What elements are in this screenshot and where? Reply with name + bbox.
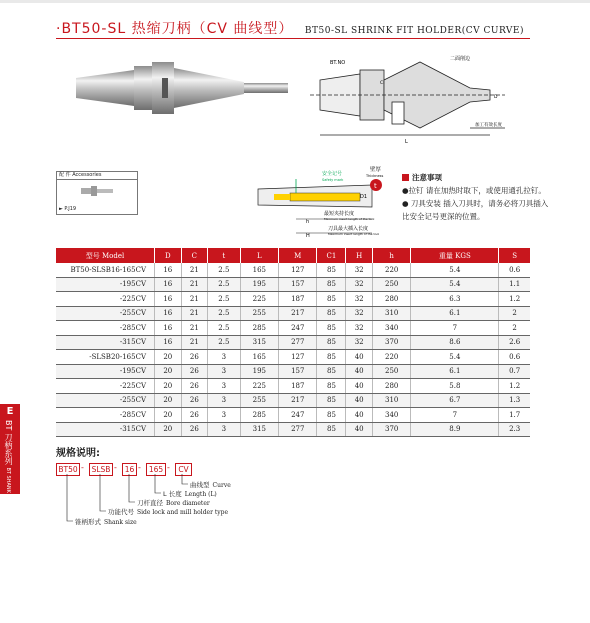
table-header-cell: 型号 Model xyxy=(56,248,155,263)
table-cell: 220 xyxy=(372,263,410,277)
table-cell: 370 xyxy=(372,422,410,437)
table-cell: 85 xyxy=(317,277,346,292)
table-row xyxy=(56,335,530,350)
table-cell: 85 xyxy=(317,393,346,408)
table-row xyxy=(56,393,530,408)
safety-mark-cn: 安全记号 xyxy=(322,171,343,177)
model-cell: -315CV xyxy=(56,335,155,350)
table-cell: 127 xyxy=(279,263,317,277)
note-tool-install: ● 刀具安装 插入刀具时，请务必将刀具插入比安全记号更深的位置。 xyxy=(402,199,549,221)
table-cell: 20 xyxy=(155,393,182,408)
l-label: L xyxy=(405,139,408,145)
table-cell: 20 xyxy=(155,408,182,423)
table-cell: 285 xyxy=(240,408,278,423)
table-cell: 250 xyxy=(372,277,410,292)
table-header-cell: M xyxy=(279,248,317,263)
model-cell: -255CV xyxy=(56,393,155,408)
table-cell: 310 xyxy=(372,306,410,321)
table-cell: 21 xyxy=(181,263,208,277)
spec-label-bore: 刀杆直径 Bore diameter xyxy=(137,499,210,507)
table-header-cell: h xyxy=(372,248,410,263)
table-cell: 127 xyxy=(279,350,317,365)
leader-curve xyxy=(182,474,188,484)
nose xyxy=(244,83,288,93)
drive-slot xyxy=(162,78,168,98)
model-cell: -315CV xyxy=(56,422,155,437)
accessories-page-ref[interactable]: ► P.J19 xyxy=(59,206,77,212)
model-cell: -285CV xyxy=(56,321,155,336)
side-tab-text: BT 刀柄系列 BT SHANK SYSTEMS xyxy=(4,420,13,518)
table-cell: 32 xyxy=(346,263,373,277)
table-cell: 187 xyxy=(279,379,317,394)
table-cell: 340 xyxy=(372,321,410,336)
table-row xyxy=(56,263,530,277)
table-cell: 26 xyxy=(181,393,208,408)
table-body xyxy=(56,263,530,437)
table-cell: 1.3 xyxy=(499,393,530,408)
flange xyxy=(134,66,152,110)
table-header-cell: D xyxy=(155,248,182,263)
table-cell: 5.4 xyxy=(411,263,499,277)
table-cell: 247 xyxy=(279,408,317,423)
table-row xyxy=(56,306,530,321)
min-clamp-cn: 最短夹持长度 xyxy=(324,211,355,217)
spec-label-shank: 锥柄形式 Shank size xyxy=(75,518,137,526)
table-cell: 21 xyxy=(181,292,208,307)
table-cell: 40 xyxy=(346,408,373,423)
table-cell: 40 xyxy=(346,350,373,365)
table-cell: 6.1 xyxy=(411,306,499,321)
table-cell: 85 xyxy=(317,263,346,277)
tool-tip xyxy=(274,194,290,200)
table-cell: 315 xyxy=(240,335,278,350)
page-title xyxy=(56,18,524,38)
max-insert-cn: 刀具最大插入长度 xyxy=(328,226,369,232)
spec-label-function: 功能代号 Side lock and mill holder type xyxy=(108,508,229,516)
table-cell: 85 xyxy=(317,306,346,321)
accessories-header: 配 件 Accessories xyxy=(57,172,137,180)
model-cell: -225CV xyxy=(56,379,155,394)
table-cell: 165 xyxy=(240,263,278,277)
table-cell: 5.4 xyxy=(411,277,499,292)
side-tab xyxy=(0,404,20,518)
table-cell: 247 xyxy=(279,321,317,336)
table-cell: 280 xyxy=(372,379,410,394)
shrink-body xyxy=(174,68,244,108)
table-cell: 225 xyxy=(240,292,278,307)
table-cell: 85 xyxy=(317,292,346,307)
table-cell: 16 xyxy=(155,335,182,350)
table-cell: 3 xyxy=(208,350,240,365)
table-cell: 85 xyxy=(317,364,346,379)
table-cell: 85 xyxy=(317,335,346,350)
technical-drawing xyxy=(300,50,530,145)
table-row xyxy=(56,350,530,365)
table-row xyxy=(56,408,530,423)
table-cell: 16 xyxy=(155,263,182,277)
table-cell: 20 xyxy=(155,350,182,365)
model-cell: -225CV xyxy=(56,292,155,307)
table-cell: 21 xyxy=(181,306,208,321)
top-border xyxy=(0,0,590,3)
code-sep-3: - xyxy=(138,463,141,472)
model-cell: -SLSB20-165CV xyxy=(56,350,155,365)
safety-mark-en: Safety mark xyxy=(322,178,344,182)
table-cell: 32 xyxy=(346,335,373,350)
table-header-cell: S xyxy=(499,248,530,263)
table-cell: 277 xyxy=(279,422,317,437)
d-label: D xyxy=(494,95,498,100)
min-clamp-en: Minimum insert length of the tool xyxy=(324,217,375,221)
code-165: 165 xyxy=(146,463,166,476)
table-cell: 310 xyxy=(372,393,410,408)
table-cell: 1.1 xyxy=(499,277,530,292)
table-cell: 20 xyxy=(155,364,182,379)
wall-cn: 壁厚 xyxy=(370,167,382,173)
h-big-label: H xyxy=(306,233,310,239)
table-cell: 285 xyxy=(240,321,278,336)
table-cell: 26 xyxy=(181,422,208,437)
title-rule xyxy=(56,38,530,39)
table-cell: 195 xyxy=(240,277,278,292)
table-cell: 2.3 xyxy=(499,422,530,437)
model-cell: -195CV xyxy=(56,277,155,292)
note-pull-stud: ●拉钉 请在加热时取下，或使用通孔拉钉。 xyxy=(402,186,546,195)
table-cell: 2.5 xyxy=(208,335,240,350)
table-header-cell: C xyxy=(181,248,208,263)
code-sep-2: - xyxy=(114,463,117,472)
table-cell: 225 xyxy=(240,379,278,394)
page-title-en: BT50-SL SHRINK FIT HOLDER(CV CURVE) xyxy=(304,26,524,36)
table-cell: 1.2 xyxy=(499,292,530,307)
table-cell: 1.7 xyxy=(499,408,530,423)
table-row xyxy=(56,292,530,307)
code-sep-4: - xyxy=(167,463,170,472)
table-cell: 3 xyxy=(208,422,240,437)
table-cell: 85 xyxy=(317,350,346,365)
table-cell: 40 xyxy=(346,379,373,394)
side-tab-letter: E xyxy=(6,406,14,417)
table-cell: 340 xyxy=(372,408,410,423)
table-cell: 370 xyxy=(372,335,410,350)
table-cell: 2.5 xyxy=(208,277,240,292)
table-cell: 6.1 xyxy=(411,364,499,379)
table-cell: 2.5 xyxy=(208,321,240,336)
table-cell: 0.6 xyxy=(499,350,530,365)
table-cell: 2 xyxy=(499,306,530,321)
table-cell: 32 xyxy=(346,321,373,336)
table-cell: 32 xyxy=(346,277,373,292)
table-header-cell: L xyxy=(240,248,278,263)
t-label: t xyxy=(374,182,377,190)
table-cell: 3 xyxy=(208,379,240,394)
table-row xyxy=(56,422,530,437)
table-cell: 16 xyxy=(155,306,182,321)
table-cell: 3 xyxy=(208,408,240,423)
model-cell: BT50-SLSB16-165CV xyxy=(56,263,155,277)
table-cell: 6.3 xyxy=(411,292,499,307)
table-cell: 21 xyxy=(181,321,208,336)
table-cell: 220 xyxy=(372,350,410,365)
leader-shank xyxy=(67,474,73,521)
table-cell: 20 xyxy=(155,422,182,437)
table-cell: 85 xyxy=(317,379,346,394)
table-cell: 3 xyxy=(208,364,240,379)
table-cell: 250 xyxy=(372,364,410,379)
table-row xyxy=(56,379,530,394)
table-header-cell: C1 xyxy=(317,248,346,263)
model-cell: -285CV xyxy=(56,408,155,423)
accessories-box xyxy=(56,171,138,215)
table-cell: 157 xyxy=(279,364,317,379)
table-cell: 315 xyxy=(240,422,278,437)
wall-en: Thickness xyxy=(366,174,384,178)
spec-label-length: L 长度 Length (L) xyxy=(163,490,217,498)
tool-shank xyxy=(290,193,360,201)
leader-length xyxy=(155,474,161,493)
d1-label: D1 xyxy=(360,194,368,200)
table-cell: 85 xyxy=(317,321,346,336)
table-cell: 8.6 xyxy=(411,335,499,350)
table-cell: 195 xyxy=(240,364,278,379)
table-cell: 217 xyxy=(279,393,317,408)
table-cell: 255 xyxy=(240,306,278,321)
table-cell: 2.5 xyxy=(208,263,240,277)
table-cell: 255 xyxy=(240,393,278,408)
bt-no-label: BT.NO xyxy=(330,60,346,66)
table-cell: 165 xyxy=(240,350,278,365)
table-cell: 26 xyxy=(181,364,208,379)
taper-cone xyxy=(76,70,134,106)
table-header-cell: t xyxy=(208,248,240,263)
table-cell: 16 xyxy=(155,292,182,307)
table-cell: 40 xyxy=(346,422,373,437)
table-cell: 40 xyxy=(346,393,373,408)
table-cell: 26 xyxy=(181,379,208,394)
table-cell: 0.6 xyxy=(499,263,530,277)
spec-title: 规格说明: xyxy=(56,448,100,459)
table-cell: 2.6 xyxy=(499,335,530,350)
table-cell: 217 xyxy=(279,306,317,321)
table-cell: 16 xyxy=(155,321,182,336)
table-cell: 32 xyxy=(346,306,373,321)
table-cell: 187 xyxy=(279,292,317,307)
table-cell: 16 xyxy=(155,277,182,292)
table-cell: 3 xyxy=(208,393,240,408)
table-cell: 5.8 xyxy=(411,379,499,394)
table-cell: 21 xyxy=(181,277,208,292)
table-cell: 157 xyxy=(279,277,317,292)
table-header-cell: H xyxy=(346,248,373,263)
table-cell: 277 xyxy=(279,335,317,350)
pull-stud-image xyxy=(79,184,115,198)
leader-bore xyxy=(129,474,135,502)
spec-label-curve: 曲线型 Curve xyxy=(190,481,231,489)
table-row xyxy=(56,277,530,292)
table-cell: 7 xyxy=(411,408,499,423)
table-cell: 0.7 xyxy=(499,364,530,379)
notes-panel xyxy=(402,171,552,223)
table-cell: 6.7 xyxy=(411,393,499,408)
table-cell: 5.4 xyxy=(411,350,499,365)
product-photo xyxy=(74,48,294,128)
code-sep-1: - xyxy=(81,463,84,472)
code-slsb: SLSB xyxy=(89,463,113,476)
model-cell: -195CV xyxy=(56,364,155,379)
table-cell: 20 xyxy=(155,379,182,394)
code-16: 16 xyxy=(122,463,137,476)
model-cell: -255CV xyxy=(56,306,155,321)
table-row xyxy=(56,364,530,379)
spec-table xyxy=(56,248,530,437)
table-cell: 8.9 xyxy=(411,422,499,437)
table-cell: 40 xyxy=(346,364,373,379)
h-small-label: h xyxy=(306,219,310,225)
table-header-cell: 重量 KGS xyxy=(411,248,499,263)
table-cell: 21 xyxy=(181,335,208,350)
effective-length-label: 加工有效长度 xyxy=(475,123,502,128)
insert-diagram xyxy=(252,163,400,243)
table-cell: 85 xyxy=(317,408,346,423)
table-cell: 26 xyxy=(181,408,208,423)
table-cell: 7 xyxy=(411,321,499,336)
leader-function xyxy=(100,474,106,511)
table-cell: 2.5 xyxy=(208,306,240,321)
two-face-label: 二面削边 xyxy=(450,56,471,62)
table-header-row xyxy=(56,248,530,263)
table-cell: 2 xyxy=(499,321,530,336)
table-cell: 32 xyxy=(346,292,373,307)
ci-label: CI xyxy=(380,81,385,86)
max-insert-en: Maximum insert length of the tool xyxy=(328,232,380,236)
drawing-section xyxy=(392,102,404,124)
notes-marker-icon xyxy=(402,174,409,181)
notes-title: 注意事项 xyxy=(402,171,552,184)
table-row xyxy=(56,321,530,336)
table-cell: 1.2 xyxy=(499,379,530,394)
table-cell: 2.5 xyxy=(208,292,240,307)
code-bt50: BT50 xyxy=(56,463,80,476)
code-cv: CV xyxy=(175,463,192,476)
table-cell: 85 xyxy=(317,422,346,437)
table-cell: 280 xyxy=(372,292,410,307)
page-title-cn: ·BT50-SL 热缩刀柄（CV 曲线型） xyxy=(56,21,294,37)
table-cell: 26 xyxy=(181,350,208,365)
